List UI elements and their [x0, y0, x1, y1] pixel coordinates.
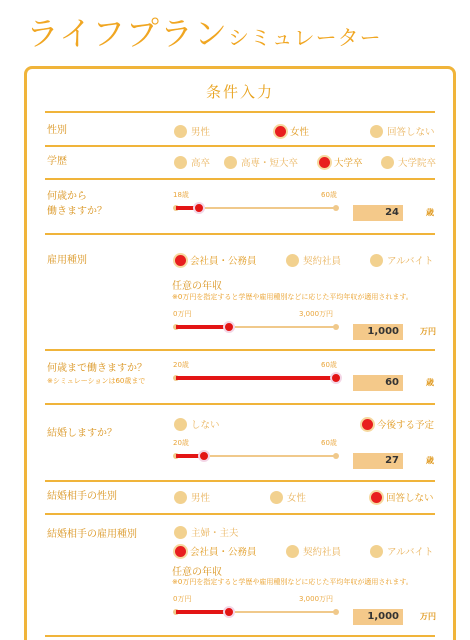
radio-icon [174, 491, 187, 504]
radio-icon [319, 157, 330, 168]
option-label: 会社員・公務員 [190, 256, 257, 267]
divider [45, 349, 435, 351]
radio-icon [286, 254, 299, 267]
spouse-employment-option-company-employee[interactable] [174, 544, 257, 558]
radio-icon [370, 125, 383, 138]
divider [45, 111, 435, 113]
gender-option-female[interactable] [274, 124, 309, 138]
income-value[interactable]: 1,000 [353, 324, 403, 340]
divider [45, 145, 435, 147]
conditions-panel [24, 66, 456, 640]
spouse-gender-option-male[interactable] [174, 490, 210, 504]
spouse-income-title: 任意の年収 [172, 567, 222, 578]
option-label: アルバイト [387, 547, 434, 558]
income-min-label: 0万円 [173, 310, 192, 318]
education-option-high-school[interactable] [174, 155, 210, 169]
slider-handle[interactable] [193, 202, 205, 214]
radio-icon [381, 156, 394, 169]
marriage-option-no[interactable] [174, 417, 220, 431]
marriage-min-label: 20歳 [173, 439, 189, 447]
education-option-university[interactable] [318, 155, 363, 169]
income-title: 任意の年収 [172, 281, 222, 292]
employment-label: 雇用種別 [47, 255, 87, 266]
option-label: しない [191, 420, 220, 431]
marriage-label: 結婚しますか？ [47, 428, 117, 439]
option-label: 男性 [191, 127, 211, 138]
option-label: 回答しない [386, 493, 434, 504]
option-label: 契約社員 [303, 256, 342, 267]
option-label: 高卒 [191, 158, 211, 169]
work-until-min-label: 20歳 [173, 361, 189, 369]
work-until-value[interactable]: 60 [353, 375, 403, 391]
divider [45, 635, 435, 637]
slider-end-cap [333, 609, 339, 615]
option-label: 回答しない [387, 127, 435, 138]
slider-fill [176, 325, 229, 329]
spouse-income-slider[interactable] [176, 604, 336, 620]
radio-icon [371, 492, 382, 503]
marriage-age-slider[interactable] [176, 448, 336, 464]
radio-icon [174, 156, 187, 169]
radio-icon [286, 545, 299, 558]
work-start-label-line2: 働きますか？ [47, 206, 107, 217]
slider-end-cap [333, 324, 339, 330]
spouse-employment-option-contract[interactable] [286, 544, 341, 558]
slider-handle[interactable] [198, 450, 210, 462]
slider-fill [176, 376, 336, 380]
income-unit: 万円 [420, 327, 436, 336]
work-start-slider[interactable] [176, 200, 336, 216]
option-label: 大学卒 [334, 158, 363, 169]
slider-fill [176, 610, 229, 614]
employment-option-contract[interactable] [286, 253, 341, 267]
radio-icon [174, 125, 187, 138]
gender-label: 性別 [47, 125, 67, 136]
app-title [26, 8, 382, 52]
spouse-employment-option-homemaker[interactable] [174, 525, 239, 539]
option-label: 男性 [191, 493, 211, 504]
spouse-gender-option-female[interactable] [270, 490, 306, 504]
radio-icon [275, 126, 286, 137]
spouse-gender-label: 結婚相手の性別 [47, 491, 117, 502]
option-label: 大学院卒 [398, 158, 437, 169]
slider-handle[interactable] [223, 606, 235, 618]
work-start-max-label: 60歳 [321, 191, 337, 199]
work-start-label-line1: 何歳から [47, 191, 87, 202]
gender-option-no-answer[interactable] [370, 124, 435, 138]
divider [45, 513, 435, 515]
spouse-gender-option-no-answer[interactable] [370, 490, 434, 504]
spouse-income-note: ※0万円を指定すると学歴や雇用種別などに応じた平均年収が適用されます。 [172, 578, 413, 586]
slider-end-cap [333, 205, 339, 211]
spouse-employment-option-part-time[interactable] [370, 544, 433, 558]
slider-end-cap [333, 453, 339, 459]
spouse-employment-label: 結婚相手の雇用種別 [47, 529, 137, 540]
app-title-sub: シミュレーター [228, 26, 382, 50]
radio-icon [362, 419, 373, 430]
marriage-age-unit: 歳 [426, 456, 434, 465]
option-label: アルバイト [387, 256, 434, 267]
app-title-main: ライフプラン [26, 14, 229, 53]
radio-icon [174, 526, 187, 539]
employment-option-company-employee[interactable] [174, 253, 257, 267]
slider-handle[interactable] [330, 372, 342, 384]
slider-handle[interactable] [223, 321, 235, 333]
education-label: 学歴 [47, 156, 67, 167]
radio-icon [175, 546, 186, 557]
marriage-option-planned[interactable] [361, 417, 434, 431]
work-start-unit: 歳 [426, 208, 434, 217]
work-until-note: ※シミュレーションは60歳まで [47, 377, 146, 385]
employment-option-part-time[interactable] [370, 253, 433, 267]
work-until-label: 何歳まで働きますか？ [47, 363, 147, 374]
option-label: 主婦・主夫 [191, 528, 239, 539]
radio-icon [270, 491, 283, 504]
spouse-income-value[interactable]: 1,000 [353, 609, 403, 625]
divider [45, 480, 435, 482]
spouse-income-max-label: 3,000万円 [299, 595, 334, 603]
option-label: 女性 [287, 493, 307, 504]
option-label: 今後する予定 [377, 420, 435, 431]
work-until-slider[interactable] [176, 370, 336, 386]
divider [45, 178, 435, 180]
panel-title: 条件入力 [205, 83, 274, 101]
education-option-graduate[interactable] [381, 155, 436, 169]
work-start-value[interactable]: 24 [353, 205, 403, 221]
radio-icon [370, 545, 383, 558]
radio-icon [174, 418, 187, 431]
income-slider[interactable] [176, 319, 336, 335]
divider [45, 403, 435, 405]
income-max-label: 3,000万円 [299, 310, 334, 318]
marriage-max-label: 60歳 [321, 439, 337, 447]
education-option-junior-college[interactable] [224, 155, 298, 169]
divider [45, 233, 435, 235]
radio-icon [224, 156, 237, 169]
option-label: 会社員・公務員 [190, 547, 257, 558]
option-label: 高専・短大卒 [241, 158, 299, 169]
work-until-max-label: 60歳 [321, 361, 337, 369]
spouse-income-unit: 万円 [420, 612, 436, 621]
radio-icon [370, 254, 383, 267]
option-label: 契約社員 [303, 547, 342, 558]
option-label: 女性 [290, 127, 310, 138]
spouse-income-min-label: 0万円 [173, 595, 192, 603]
income-note: ※0万円を指定すると学歴や雇用種別などに応じた平均年収が適用されます。 [172, 293, 413, 301]
work-start-min-label: 18歳 [173, 191, 189, 199]
marriage-age-value[interactable]: 27 [353, 453, 403, 469]
radio-icon [175, 255, 186, 266]
gender-option-male[interactable] [174, 124, 210, 138]
work-until-unit: 歳 [426, 378, 434, 387]
